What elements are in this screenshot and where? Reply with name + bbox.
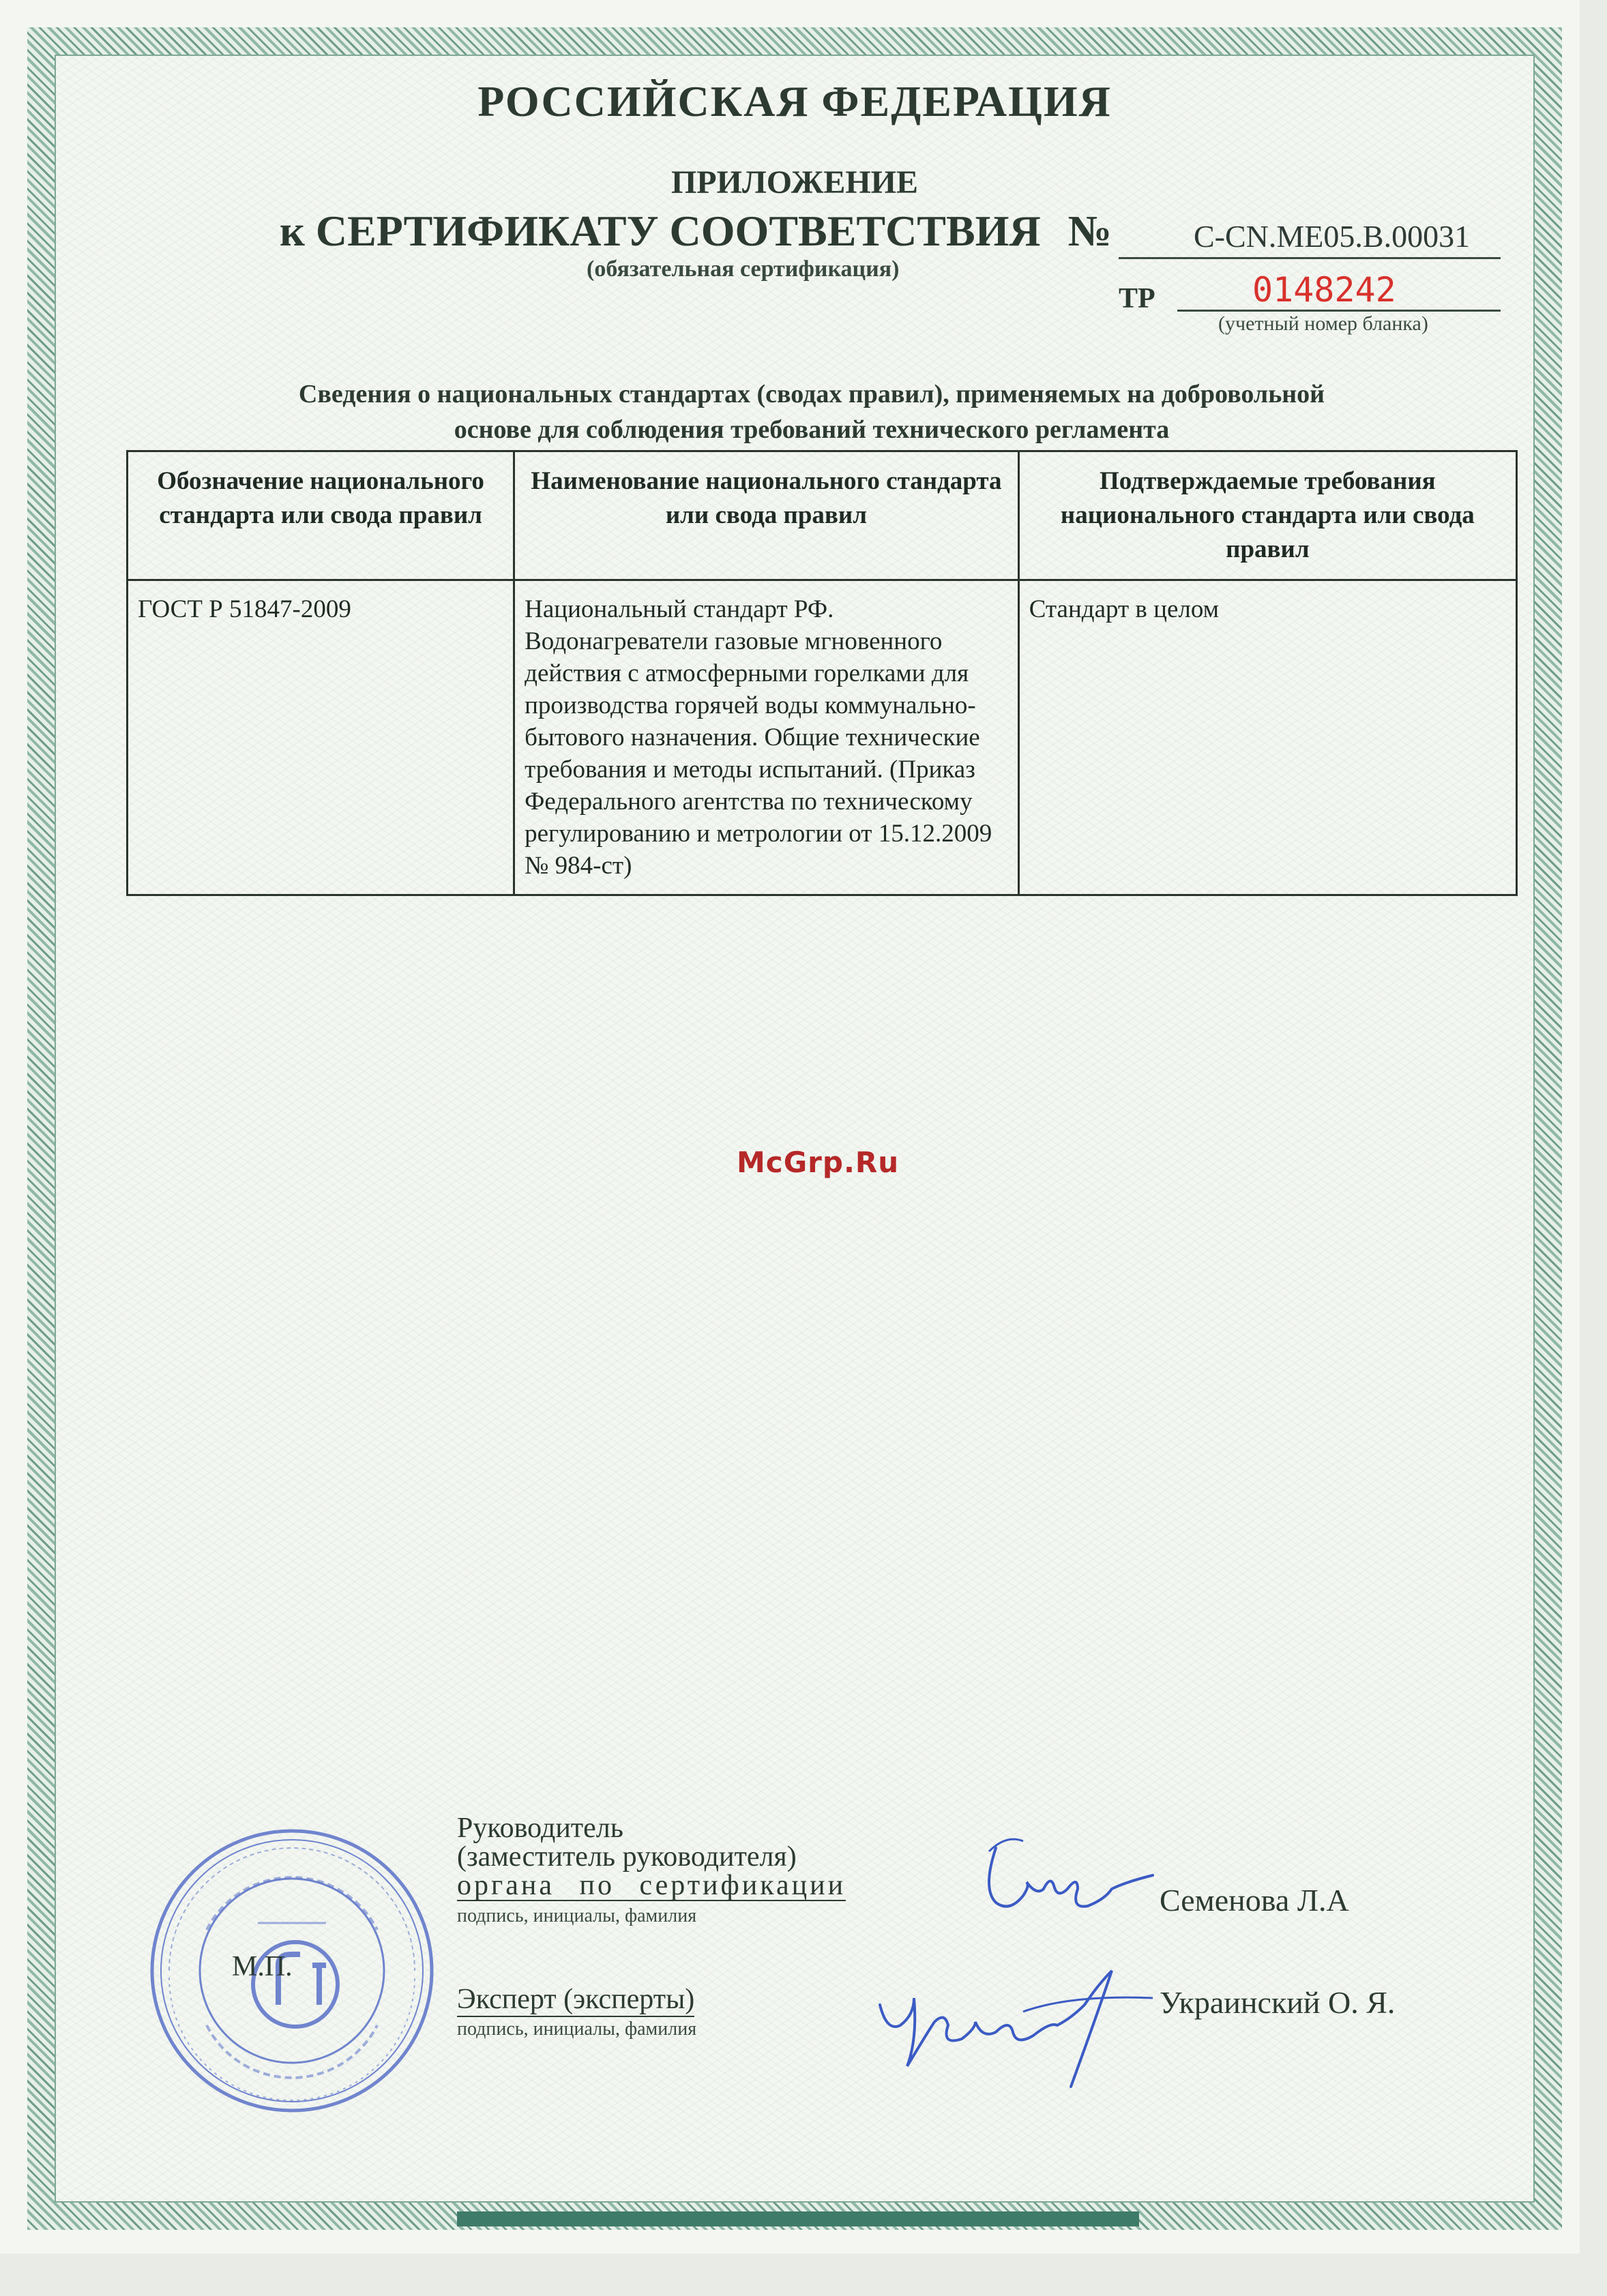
cell-requirements: Стандарт в целом (1018, 580, 1516, 895)
appendix-title: ПРИЛОЖЕНИЕ (670, 164, 919, 200)
blank-number: 0148242 (1177, 270, 1501, 312)
intro-text (232, 376, 1391, 447)
table-row (128, 580, 1517, 895)
country-title: РОССИЙСКАЯ ФЕДЕРАЦИЯ (477, 77, 1112, 125)
head-signature-hint: подпись, инициалы, фамилия (457, 1905, 697, 1926)
cell-name: Национальный стандарт РФ. Водонагреватели газовые мгновенного действия с атмосферными горелками для производства горячей воды коммунально-бытового назначения. Общие технические требования и методы испытаний. (Приказ Федерального агентства по техническому регулированию и метрологии от 15.12.2009 № 984-ст) (514, 580, 1019, 895)
intro-line-2: основе для соблюдения требований технического регламента (454, 415, 1170, 444)
certificate-title-text: к СЕРТИФИКАТУ СООТВЕТСТВИЯ (280, 207, 1041, 255)
intro-line-1: Сведения о национальных стандартах (сводах правил), применяемых на добровольной (298, 380, 1325, 408)
tr-label: ТР (1119, 283, 1155, 314)
certificate-title (280, 206, 1112, 256)
header-designation: Обозначение национального стандарта или свода правил (128, 451, 514, 580)
certification-type: (обязательная сертификация) (587, 256, 900, 282)
cell-designation: ГОСТ Р 51847-2009 (128, 580, 514, 895)
stamp-place-label: М.П. (232, 1951, 293, 1982)
expert-signature-hint: подпись, инициалы, фамилия (457, 2018, 697, 2040)
expert-name: Украинский О. Я. (1160, 1985, 1396, 2020)
scan-edge (1580, 0, 1607, 2296)
head-name: Семенова Л.А (1160, 1883, 1349, 1918)
head-handwritten-signature (969, 1821, 1160, 1923)
certificate-sheet (27, 27, 1562, 2230)
scan-edge-bottom (0, 2254, 1607, 2296)
standards-table (126, 450, 1518, 896)
head-role (457, 1814, 846, 1901)
watermark-link[interactable]: McGrp.Ru (737, 1146, 900, 1179)
header-requirements: Подтверждаемые требования национального стандарта или свода правил (1018, 451, 1516, 580)
certificate-number: C-CN.ME05.B.00031 (1119, 218, 1501, 259)
blank-print-info-strip (457, 2211, 1139, 2226)
head-role-line-1: Руководитель (457, 1813, 623, 1844)
expert-role: Эксперт (эксперты) (457, 1983, 694, 2017)
number-sign: № (1067, 207, 1112, 255)
blank-number-hint: (учетный номер бланка) (1218, 312, 1428, 335)
head-role-line-3: органа по сертификации (457, 1870, 846, 1901)
head-role-line-2: (заместитель руководителя) (457, 1841, 797, 1873)
table-header-row (128, 451, 1517, 580)
header-name: Наименование национального стандарта или свода правил (514, 451, 1019, 580)
expert-handwritten-signature (866, 1957, 1160, 2093)
